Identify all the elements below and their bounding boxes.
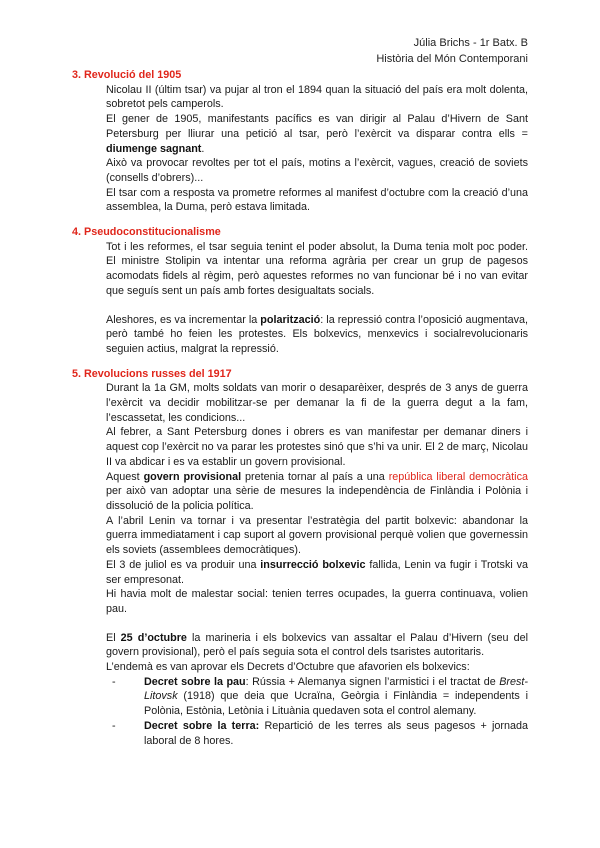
bold-term-decret-pau: Decret sobre la pau — [144, 675, 246, 688]
paragraph: Tot i les reformes, el tsar seguia tenint el poder absolut, la Duma tenia molt poc poder. El ministre Stolipin va intentar una reforma agrària per crear un grup de pagesos acomodats fidels al règim, però aquestes reformes no van funcionar bé i no van evitar que seguís sent un país amb fortes desigualtats socials. — [106, 240, 528, 297]
paragraph: Hi havia molt de malestar social: tenien terres ocupades, la guerra continuava, volien pau. — [106, 588, 528, 615]
paragraph-text: Aquest — [106, 470, 144, 483]
decrets-list — [72, 675, 528, 749]
dash-bullet: - — [112, 675, 116, 688]
paragraph-text: la marineria i els bolxevics van assaltar el Palau d’Hivern (seu del govern provisional), però el país seguia sota el control dels tsaristes autoritaris. — [106, 631, 528, 659]
section-title-revolucions-1917: 5. Revolucions russes del 1917 — [72, 367, 232, 380]
paragraph-text: : la repressió contra l’oposició augmentava, però també ho feien les protestes. Els bolxevics, menxevics i socialrevolucionaris seguien actius, malgrat la repressió. — [106, 313, 528, 355]
paragraph: El tsar com a resposta va prometre reformes al manifest d’octubre com la creació d’una assemblea, la Duma, però estava limitada. — [106, 186, 528, 214]
paragraph-text: El 3 de juliol es va produir una — [106, 558, 261, 571]
paragraph-text: fallida, Lenin va fugir i Trotski va ser empresonat. — [106, 558, 528, 586]
bold-term-diumenge-sagnant: diumenge sagnant — [106, 142, 202, 155]
page-header — [376, 35, 528, 67]
bold-term-insurreccio-bolxevic: insurrecció bolxevic — [260, 558, 366, 571]
paragraph: Durant la 1a GM, molts soldats van morir o desaparèixer, després de 3 anys de guerra l’exèrcit va decidir mobilitzar-se per demanar la fi de la guerra degut a la fam, l’escassetat, les condicions... — [106, 382, 528, 424]
paragraph — [106, 631, 528, 660]
section-title-pseudoconstitucionalisme: 4. Pseudoconstitucionalisme — [72, 226, 221, 239]
italic-term-brest-litovsk: Brest-Litovsk — [144, 675, 528, 703]
paragraph: Això va provocar revoltes per tot el país, motins a l’exèrcit, vagues, creació de soviets (consells d’obrers)... — [106, 157, 528, 184]
section-body-revolucions-1917 — [72, 381, 528, 674]
paragraph: Nicolau II (últim tsar) va pujar al tron el 1894 quan la situació del país era molt dolenta, sobretot pels camperols. — [106, 83, 528, 111]
section-title-revolucio-1905: 3. Revolució del 1905 — [72, 69, 182, 81]
list-item — [110, 719, 528, 748]
section-body-revolucio-1905 — [72, 83, 528, 215]
dash-bullet: - — [112, 719, 116, 732]
header-author: Júlia Brichs - 1r Batx. B — [413, 37, 528, 49]
header-course: Història del Món Contemporani — [376, 53, 528, 65]
paragraph — [106, 470, 528, 514]
highlight-republica-liberal: república liberal democràtica — [388, 470, 528, 483]
bold-term-decret-terra: Decret sobre la terra: — [144, 719, 260, 732]
paragraph-text: . — [201, 142, 205, 155]
paragraph — [106, 558, 528, 587]
list-item — [110, 675, 528, 719]
section-body-pseudoconstitucionalisme — [72, 240, 528, 357]
bold-term-govern-provisional: govern provisional — [143, 470, 242, 483]
paragraph — [106, 313, 528, 357]
list-item-text: (1918) que deia que Ucraïna, Geòrgia i Finlàndia = independents i Polònia, Estònia, Letònia i Lituània quedaven sota el control alemany. — [144, 690, 528, 718]
paragraph: A l’abril Lenin va tornar i va presentar l’estratègia del partit bolxevic: abandonar la guerra immediatament i cap suport al govern provisional perquè volien que governessin els soviets (assemblees democràtiques). — [106, 514, 528, 557]
paragraph-text: El gener de 1905, manifestants pacífics es van dirigir al Palau d’Hivern de Sant Petersburg per lliurar una petició al tsar, però l’exèrcit va disparar contra ells = — [106, 113, 528, 140]
bold-term-25-octubre: 25 d’octubre — [120, 631, 187, 644]
paragraph: Al febrer, a Sant Petersburg dones i obrers es van manifestar per demanar diners i aquest cop l’exèrcit no va parar les protestes sinó que s’hi va unir. El 2 de març, Nicolau II va abdicar i es va establir un govern provisional. — [106, 426, 528, 468]
paragraph-text: Aleshores, es va incrementar la — [106, 313, 261, 326]
list-item-text: : Rússia + Alemanya signen l’armistici i el tractat de — [245, 675, 500, 688]
list-item-text: Repartició de les terres als seus pagesos + jornada laboral de 8 hores. — [144, 719, 528, 747]
paragraph-text: per això van adoptar una sèrie de mesures la independència de Finlàndia i Polònia i dissolució de la policia política. — [106, 485, 528, 512]
paragraph-text: El — [106, 631, 121, 644]
paragraph-text: pretenia tornar al país a una — [241, 470, 389, 483]
paragraph — [106, 112, 528, 156]
bold-term-polaritzacio: polarització — [260, 313, 321, 326]
document-body — [72, 68, 528, 748]
paragraph: L’endemà es van aprovar els Decrets d’Octubre que afavorien els bolxevics: — [106, 661, 470, 674]
